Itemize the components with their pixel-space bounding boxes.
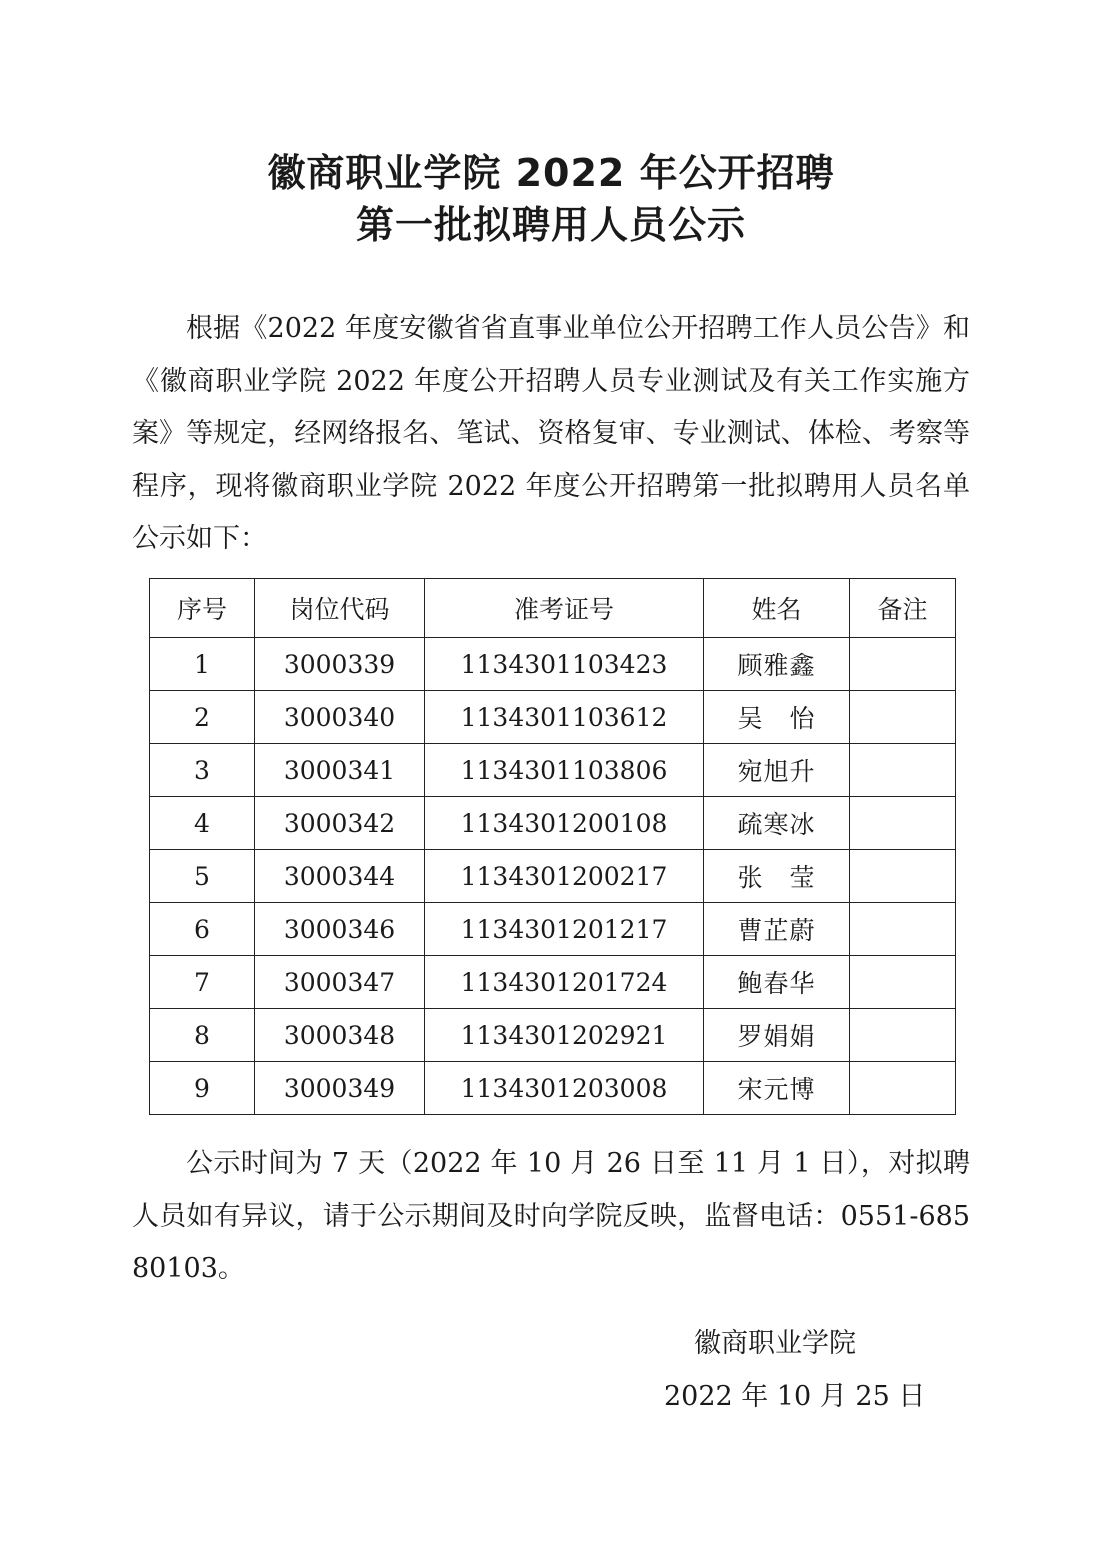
cell-name: 宋元博 xyxy=(704,1062,850,1115)
cell-serial-number: 4 xyxy=(150,797,255,850)
cell-post-code: 3000340 xyxy=(255,691,425,744)
cell-post-code: 3000342 xyxy=(255,797,425,850)
cell-exam-number: 1134301200217 xyxy=(425,850,704,903)
cell-post-code: 3000344 xyxy=(255,850,425,903)
cell-name: 曹芷蔚 xyxy=(704,903,850,956)
header-exam-number: 准考证号 xyxy=(425,579,704,638)
document-title-line-1: 徽商职业学院 2022 年公开招聘 xyxy=(267,151,835,195)
cell-exam-number: 1134301103423 xyxy=(425,638,704,691)
cell-post-code: 3000341 xyxy=(255,744,425,797)
candidate-table xyxy=(149,578,956,1115)
cell-serial-number: 7 xyxy=(150,956,255,1009)
cell-post-code: 3000348 xyxy=(255,1009,425,1062)
cell-exam-number: 1134301200108 xyxy=(425,797,704,850)
cell-exam-number: 1134301103612 xyxy=(425,691,704,744)
cell-serial-number: 2 xyxy=(150,691,255,744)
cell-remark xyxy=(850,956,956,1009)
table-row xyxy=(150,850,956,903)
table-row xyxy=(150,691,956,744)
cell-serial-number: 8 xyxy=(150,1009,255,1062)
issuer-name: 徽商职业学院 xyxy=(694,1328,856,1359)
cell-name: 张 莹 xyxy=(704,850,850,903)
cell-exam-number: 1134301203008 xyxy=(425,1062,704,1115)
table-row xyxy=(150,903,956,956)
table-row xyxy=(150,744,956,797)
document-title-line-2: 第一批拟聘用人员公示 xyxy=(355,203,746,247)
issue-date: 2022 年 10 月 25 日 xyxy=(664,1381,926,1412)
cell-post-code: 3000347 xyxy=(255,956,425,1009)
cell-exam-number: 1134301202921 xyxy=(425,1009,704,1062)
cell-exam-number: 1134301201217 xyxy=(425,903,704,956)
cell-post-code: 3000339 xyxy=(255,638,425,691)
cell-remark xyxy=(850,691,956,744)
header-serial-number: 序号 xyxy=(150,579,255,638)
table-row xyxy=(150,797,956,850)
header-post-code: 岗位代码 xyxy=(255,579,425,638)
cell-remark xyxy=(850,797,956,850)
cell-remark xyxy=(850,638,956,691)
cell-serial-number: 3 xyxy=(150,744,255,797)
cell-remark xyxy=(850,903,956,956)
header-name: 姓名 xyxy=(704,579,850,638)
cell-exam-number: 1134301201724 xyxy=(425,956,704,1009)
table-row xyxy=(150,956,956,1009)
cell-name: 罗娟娟 xyxy=(704,1009,850,1062)
cell-exam-number: 1134301103806 xyxy=(425,744,704,797)
cell-name: 疏寒冰 xyxy=(704,797,850,850)
cell-name: 吴 怡 xyxy=(704,691,850,744)
cell-name: 宛旭升 xyxy=(704,744,850,797)
notice-paragraph: 公示时间为 7 天（2022 年 10 月 26 日至 11 月 1 日），对拟聘人员如有异议，请于公示期间及时向学院反映，监督电话：0551-68580103。 xyxy=(132,1148,970,1284)
cell-name: 鲍春华 xyxy=(704,956,850,1009)
table-row xyxy=(150,1062,956,1115)
cell-remark xyxy=(850,1062,956,1115)
cell-name: 顾雅鑫 xyxy=(704,638,850,691)
cell-serial-number: 9 xyxy=(150,1062,255,1115)
table-header-row xyxy=(150,579,956,638)
cell-serial-number: 5 xyxy=(150,850,255,903)
table-row xyxy=(150,638,956,691)
cell-post-code: 3000349 xyxy=(255,1062,425,1115)
cell-serial-number: 6 xyxy=(150,903,255,956)
intro-paragraph: 根据《2022 年度安徽省省直事业单位公开招聘工作人员公告》和《徽商职业学院 2022 年度公开招聘人员专业测试及有关工作实施方案》等规定，经网络报名、笔试、资格复审、专业测试、体检、考察等程序，现将徽商职业学院 2022 年度公开招聘第一批拟聘用人员名单公示如下： xyxy=(132,313,970,554)
cell-post-code: 3000346 xyxy=(255,903,425,956)
cell-remark xyxy=(850,1009,956,1062)
table-row xyxy=(150,1009,956,1062)
cell-serial-number: 1 xyxy=(150,638,255,691)
header-remark: 备注 xyxy=(850,579,956,638)
cell-remark xyxy=(850,850,956,903)
cell-remark xyxy=(850,744,956,797)
